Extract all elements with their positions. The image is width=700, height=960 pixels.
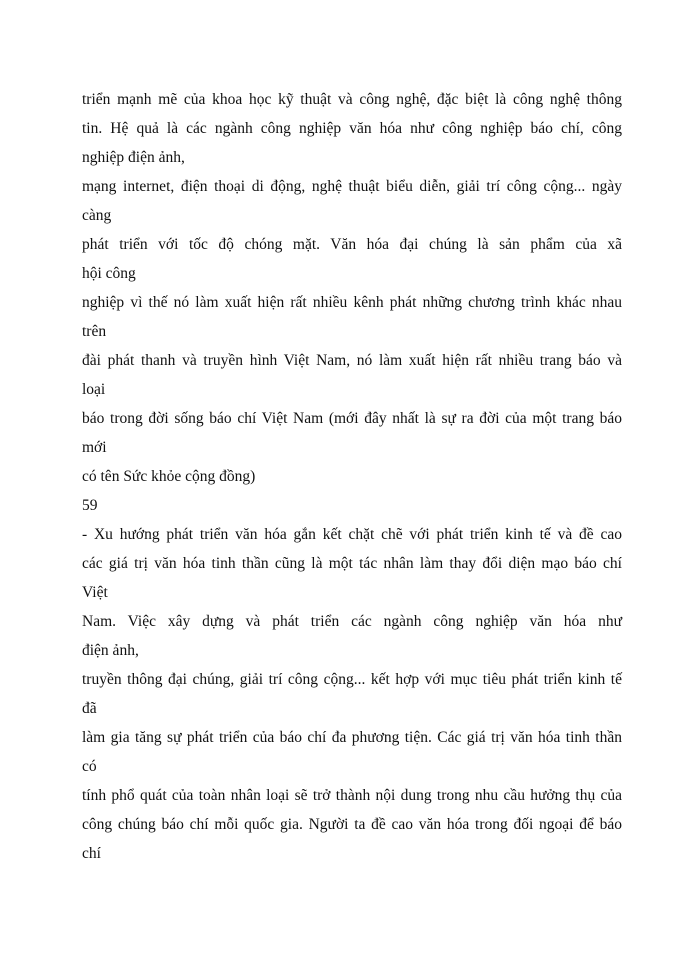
text-line: có tên Sức khỏe cộng đồng) [82, 468, 256, 485]
text-line: Nam. Việc xây dựng và phát triển các ngành công nghiệp văn hóa như [82, 613, 622, 630]
text-line: mạng internet, điện thoại di động, nghệ thuật biểu diễn, giải trí công cộng... ngày [82, 178, 622, 195]
text-line: các giá trị văn hóa tinh thần cũng là một tác nhân làm thay đổi diện mạo báo chí [82, 555, 622, 572]
text-line: loại [82, 381, 106, 398]
text-line: - Xu hướng phát triển văn hóa gắn kết chặt chẽ với phát triển kinh tế và đề cao [82, 526, 622, 543]
text-line: công chúng báo chí mỗi quốc gia. Người ta đề cao văn hóa trong đối ngoại để báo [82, 816, 622, 833]
text-line: tính phổ quát của toàn nhân loại sẽ trở thành nội dung trong nhu cầu hưởng thụ của [82, 787, 622, 804]
text-line: truyền thông đại chúng, giải trí công cộng... kết hợp với mục tiêu phát triển kinh tế [82, 671, 622, 688]
text-line: đài phát thanh và truyền hình Việt Nam, nó làm xuất hiện rất nhiều trang báo và [82, 352, 622, 369]
text-line: mới [82, 439, 107, 456]
text-line: tin. Hệ quả là các ngành công nghiệp văn hóa như công nghiệp báo chí, công [82, 120, 622, 137]
text-line: nghiệp điện ảnh, [82, 149, 185, 166]
text-line: triển mạnh mẽ của khoa học kỹ thuật và công nghệ, đặc biệt là công nghệ thông [82, 91, 622, 108]
text-line: đã [82, 700, 97, 717]
text-line: điện ảnh, [82, 642, 139, 659]
page-number: 59 [82, 497, 98, 514]
text-line: Việt [82, 584, 108, 601]
text-line: nghiệp vì thế nó làm xuất hiện rất nhiều kênh phát những chương trình khác nhau [82, 294, 622, 311]
text-line: trên [82, 323, 107, 340]
text-line: báo trong đời sống báo chí Việt Nam (mới đây nhất là sự ra đời của một trang báo [82, 410, 622, 427]
text-line: càng [82, 207, 112, 224]
text-line: phát triển với tốc độ chóng mặt. Văn hóa đại chúng là sản phẩm của xã [82, 236, 622, 253]
text-line: có [82, 758, 97, 775]
text-line: làm gia tăng sự phát triển của báo chí đa phương tiện. Các giá trị văn hóa tinh thần [82, 729, 622, 746]
text-line: hội công [82, 265, 136, 282]
text-line: chí [82, 845, 101, 862]
